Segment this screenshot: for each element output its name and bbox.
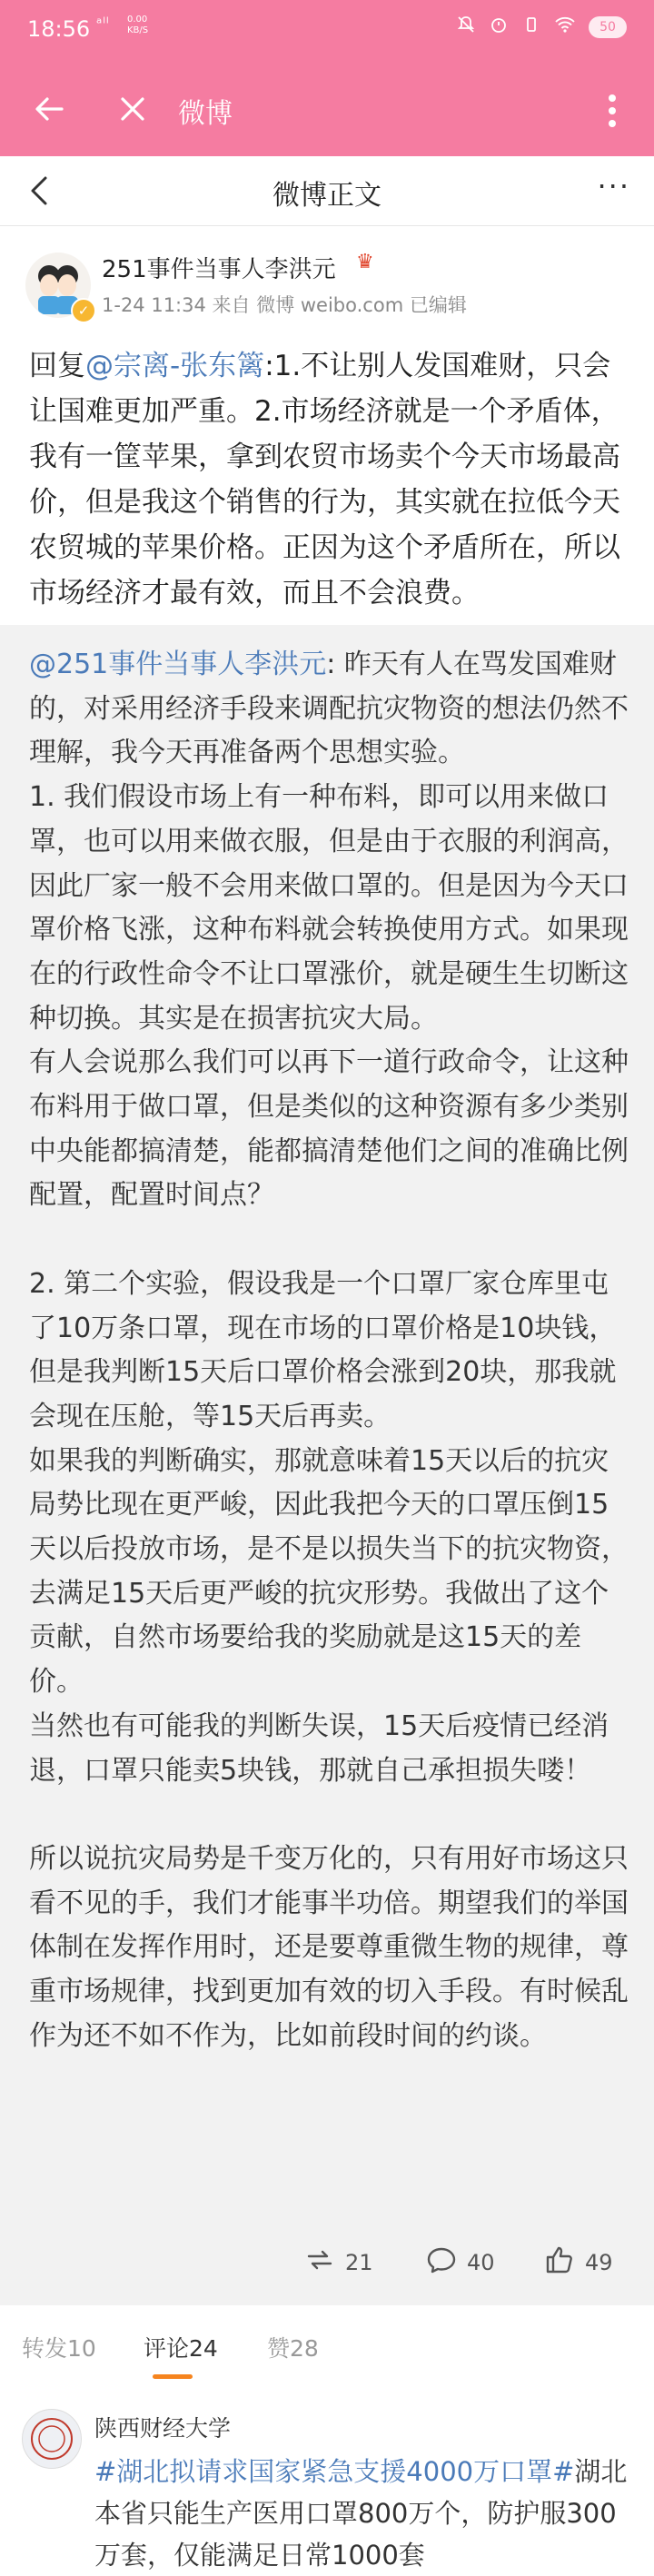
retweet-intro-text: : 昨天有人在骂发国难财的，对采用经济手段来调配抗灾物资的想法仍然不理解，我今天再准备两个思想实验。: [29, 649, 629, 769]
retweet-paragraph-6: 所以说抗灾局势是千变万化的，只有用好市场这只看不见的手，我们才能事半功倍。期望我们的举国体制在发挥作用时，还是要尊重微生物的规律，尊重市场规律，找到更加有效的切入手段。有时候乱作为还不如不作为，比如前段时间的约谈。: [29, 1842, 629, 2052]
like-count: 49: [585, 2250, 613, 2275]
status-time: 18:56: [27, 16, 91, 42]
more-vertical-icon[interactable]: [607, 91, 618, 131]
status-right-icons: [456, 15, 627, 39]
post-author: [0, 225, 654, 334]
author-name[interactable]: 251事件当事人李洪元: [102, 256, 336, 283]
commenter-name[interactable]: 陕西财经大学: [94, 2415, 232, 2442]
tab-likes[interactable]: 赞28: [267, 2335, 319, 2362]
network-speed: [127, 15, 148, 36]
comment-text: [94, 2451, 632, 2576]
retweet-paragraph-3: 2. 第二个实验，假设我是一个口罩厂家仓库里屯了10万条口罩，现在市场的口罩价格是10块钱，但是我判断15天后口罩价格会涨到20块，那我就会现在压舱，等15天后再卖。: [29, 1267, 617, 1432]
retweet-paragraph-2: 有人会说那么我们可以再下一道行政命令，让这种布料用于做口罩，但是类似的这种资源有多少类别中央能都搞清楚，能都搞清楚他们之间的准确比例配置，配置时间点？: [29, 1046, 629, 1212]
signal-icon: ᵃˡˡ: [96, 15, 110, 32]
active-tab-indicator: [153, 2374, 193, 2379]
retweet-intro: [29, 643, 632, 776]
page-header: [0, 156, 654, 226]
page-title: 微博正文: [272, 180, 382, 212]
crown-icon: ♛: [356, 251, 374, 273]
thumbs-up-icon: [543, 2244, 576, 2282]
reply-text: :1.不让别人发国难财，只会让国难更加严重。2.市场经济就是一个矛盾体，我有一筐苹果，拿到农贸市场卖个今天市场最高价，但是我这个销售的行为，其实就在拉低今天农贸城的苹果价格。正因为这个矛盾所在，所以市场经济才最有效，而且不会浪费。: [29, 350, 620, 609]
post-text: [29, 343, 632, 616]
paragraph-gap: [29, 1218, 632, 1263]
network-speed-unit: KB/S: [127, 25, 149, 35]
close-icon[interactable]: [116, 93, 149, 125]
verified-badge-icon: ✓: [71, 298, 96, 323]
repost-button[interactable]: [303, 2244, 373, 2282]
tab-comments[interactable]: 评论24: [144, 2335, 218, 2362]
more-horizontal-icon[interactable]: ···: [597, 169, 630, 203]
post-tabs: [0, 2305, 654, 2388]
repost-count: 21: [345, 2250, 373, 2275]
alarm-icon: [489, 15, 509, 39]
status-bar: [0, 0, 654, 65]
mention-link[interactable]: @宗离-张东篱: [85, 350, 265, 382]
vibrate-icon: [521, 15, 541, 39]
comment-count: 40: [467, 2250, 495, 2275]
like-button[interactable]: [543, 2244, 613, 2282]
comment-button[interactable]: [425, 2244, 495, 2282]
retweet-author-link[interactable]: @251事件当事人李洪元: [29, 649, 327, 680]
network-speed-value: 0.00: [127, 15, 148, 25]
retweet-action-bar: [0, 2236, 654, 2294]
app-bar: [0, 65, 654, 156]
comment-item[interactable]: [0, 2387, 654, 2571]
retweeted-body: [29, 643, 632, 2058]
hashtag-link[interactable]: #湖北拟请求国家紧急支援4000万口罩#: [94, 2456, 575, 2487]
retweeted-post[interactable]: [0, 625, 654, 2305]
wifi-icon: [554, 15, 576, 39]
tab-reposts[interactable]: 转发10: [22, 2335, 96, 2362]
repost-icon: [303, 2244, 336, 2282]
retweet-paragraph-5: 当然也有可能我的判断失误，15天后疫情已经消退，口罩只能卖5块钱，那就自己承担损失喽！: [29, 1709, 609, 1787]
back-arrow-icon[interactable]: [31, 91, 67, 127]
commenter-avatar[interactable]: [22, 2409, 82, 2469]
bell-mute-icon: [456, 15, 476, 39]
retweet-paragraph-4: 如果我的判断确实，那就意味着15天以后的抗灾局势比现在更严峻，因此我把今天的口罩压倒15天以后投放市场，是不是以损失当下的抗灾物资，去满足15天后更严峻的抗灾形势。我做出了这个贡献，自然市场要给我的奖励就是这15天的差价。: [29, 1444, 629, 1699]
battery-indicator: 50: [589, 16, 627, 38]
reply-prefix: 回复: [29, 350, 85, 382]
paragraph-gap: [29, 1793, 632, 1838]
retweet-paragraph-1: 1. 我们假设市场上有一种布料，即可以用来做口罩，也可以用来做衣服，但是由于衣服的利润高，因此厂家一般不会用来做口罩的。但是因为今天口罩价格飞涨，这种布料就会转换使用方式。如果现在的行政性命令不让口罩涨价，就是硬生生切断这种切换。其实是在损害抗灾大局。: [29, 781, 629, 1035]
comment-body: 湖北本省只能生产医用口罩800万个，防护服300万套，仅能满足日常1000套: [94, 2456, 628, 2571]
post-meta: 1-24 11:34 来自 微博 weibo.com 已编辑: [102, 294, 467, 316]
comment-icon: [425, 2244, 458, 2282]
app-title: 微博: [178, 98, 233, 130]
